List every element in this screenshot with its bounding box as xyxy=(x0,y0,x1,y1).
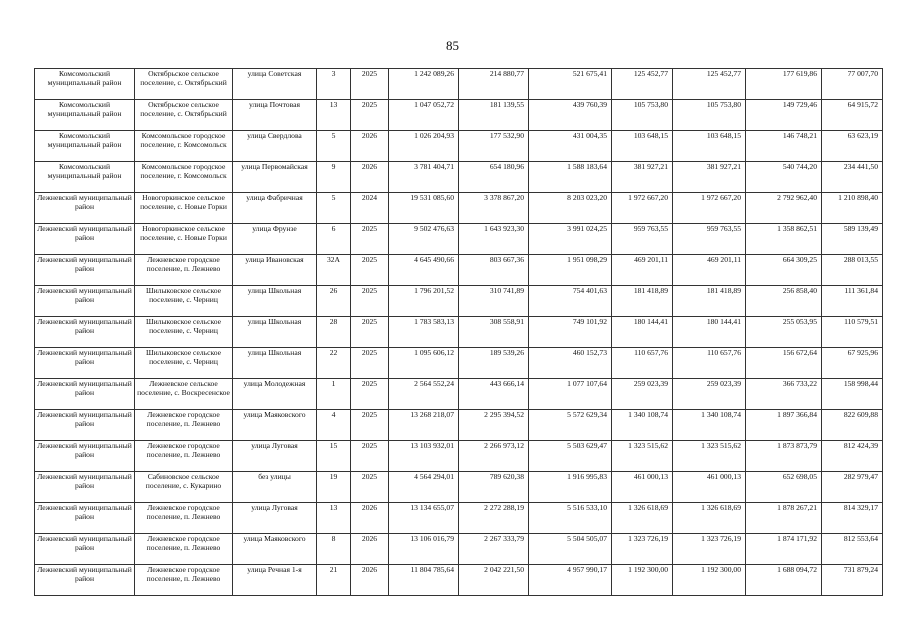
cell-total-cost: 1 796 201,52 xyxy=(389,286,459,317)
cell-year: 2024 xyxy=(351,193,389,224)
cell-settlement: Лежневское сельское поселение, с. Воскресенское xyxy=(135,379,233,410)
cell-fund-share: 308 558,91 xyxy=(459,317,529,348)
cell-owners-share: 180 144,41 xyxy=(673,317,746,348)
cell-street: улица Школьная xyxy=(233,348,317,379)
cell-street: улица Школьная xyxy=(233,317,317,348)
cell-house-number: 26 xyxy=(317,286,351,317)
cell-year: 2026 xyxy=(351,565,389,596)
cell-municipal-share: 180 144,41 xyxy=(612,317,673,348)
cell-total-cost: 3 781 404,71 xyxy=(389,162,459,193)
cell-col-11: 814 329,17 xyxy=(822,503,883,534)
cell-year: 2026 xyxy=(351,534,389,565)
cell-fund-share: 789 620,38 xyxy=(459,472,529,503)
cell-street: без улицы xyxy=(233,472,317,503)
cell-col-10: 652 698,05 xyxy=(746,472,822,503)
cell-house-number: 6 xyxy=(317,224,351,255)
cell-owners-share: 181 418,89 xyxy=(673,286,746,317)
cell-fund-share: 177 532,90 xyxy=(459,131,529,162)
cell-region-share: 4 957 990,17 xyxy=(529,565,612,596)
cell-municipal-share: 381 927,21 xyxy=(612,162,673,193)
cell-col-10: 149 729,46 xyxy=(746,100,822,131)
cell-year: 2025 xyxy=(351,410,389,441)
cell-owners-share: 1 323 726,19 xyxy=(673,534,746,565)
cell-year: 2026 xyxy=(351,503,389,534)
cell-settlement: Новогоркинское сельское поселение, с. Новые Горки xyxy=(135,224,233,255)
cell-col-10: 256 858,40 xyxy=(746,286,822,317)
cell-house-number: 8 xyxy=(317,534,351,565)
data-table xyxy=(34,68,883,596)
cell-total-cost: 1 095 606,12 xyxy=(389,348,459,379)
cell-municipal-share: 105 753,80 xyxy=(612,100,673,131)
cell-total-cost: 13 106 016,79 xyxy=(389,534,459,565)
cell-region-share: 1 951 098,29 xyxy=(529,255,612,286)
cell-settlement: Новогоркинское сельское поселение, с. Новые Горки xyxy=(135,193,233,224)
cell-municipal-share: 1 323 726,19 xyxy=(612,534,673,565)
cell-owners-share: 110 657,76 xyxy=(673,348,746,379)
cell-fund-share: 181 139,55 xyxy=(459,100,529,131)
cell-total-cost: 1 242 089,26 xyxy=(389,69,459,100)
table-row xyxy=(35,565,883,596)
cell-col-10: 540 744,20 xyxy=(746,162,822,193)
cell-district: Комсомольский муниципальный район xyxy=(35,162,135,193)
cell-fund-share: 1 643 923,30 xyxy=(459,224,529,255)
cell-district: Лежневский муниципальный район xyxy=(35,503,135,534)
cell-total-cost: 9 502 476,63 xyxy=(389,224,459,255)
cell-settlement: Лежневское городское поселение, п. Лежнево xyxy=(135,503,233,534)
cell-col-11: 63 623,19 xyxy=(822,131,883,162)
cell-region-share: 3 991 024,25 xyxy=(529,224,612,255)
cell-col-10: 1 358 862,51 xyxy=(746,224,822,255)
cell-region-share: 8 203 023,20 xyxy=(529,193,612,224)
cell-settlement: Шилыковское сельское поселение, с. Черниц xyxy=(135,317,233,348)
table-row xyxy=(35,379,883,410)
table-row xyxy=(35,503,883,534)
cell-district: Лежневский муниципальный район xyxy=(35,472,135,503)
cell-year: 2026 xyxy=(351,162,389,193)
table-row xyxy=(35,162,883,193)
cell-year: 2025 xyxy=(351,348,389,379)
cell-house-number: 5 xyxy=(317,193,351,224)
cell-owners-share: 103 648,15 xyxy=(673,131,746,162)
cell-total-cost: 19 531 085,60 xyxy=(389,193,459,224)
cell-owners-share: 1 192 300,00 xyxy=(673,565,746,596)
table-row xyxy=(35,131,883,162)
cell-municipal-share: 461 000,13 xyxy=(612,472,673,503)
cell-total-cost: 13 268 218,07 xyxy=(389,410,459,441)
cell-fund-share: 214 880,77 xyxy=(459,69,529,100)
cell-owners-share: 959 763,55 xyxy=(673,224,746,255)
cell-year: 2025 xyxy=(351,441,389,472)
cell-fund-share: 654 180,96 xyxy=(459,162,529,193)
cell-fund-share: 443 666,14 xyxy=(459,379,529,410)
cell-municipal-share: 259 023,39 xyxy=(612,379,673,410)
cell-house-number: 13 xyxy=(317,503,351,534)
cell-region-share: 431 004,35 xyxy=(529,131,612,162)
cell-municipal-share: 1 972 667,20 xyxy=(612,193,673,224)
table-body xyxy=(35,69,883,596)
cell-district: Лежневский муниципальный район xyxy=(35,348,135,379)
cell-fund-share: 2 272 288,19 xyxy=(459,503,529,534)
cell-street: улица Почтовая xyxy=(233,100,317,131)
cell-street: улица Луговая xyxy=(233,441,317,472)
cell-col-10: 2 792 962,40 xyxy=(746,193,822,224)
cell-col-10: 177 619,86 xyxy=(746,69,822,100)
table-row xyxy=(35,441,883,472)
cell-year: 2025 xyxy=(351,224,389,255)
cell-district: Комсомольский муниципальный район xyxy=(35,100,135,131)
cell-col-11: 288 013,55 xyxy=(822,255,883,286)
cell-year: 2025 xyxy=(351,317,389,348)
cell-street: улица Луговая xyxy=(233,503,317,534)
cell-settlement: Октябрьское сельское поселение, с. Октябрьский xyxy=(135,100,233,131)
page-number: 85 xyxy=(446,38,459,53)
table-row xyxy=(35,100,883,131)
table-row xyxy=(35,255,883,286)
cell-street: улица Речная 1-я xyxy=(233,565,317,596)
table-row xyxy=(35,348,883,379)
cell-total-cost: 4 645 490,66 xyxy=(389,255,459,286)
cell-district: Лежневский муниципальный район xyxy=(35,255,135,286)
cell-owners-share: 461 000,13 xyxy=(673,472,746,503)
cell-municipal-share: 181 418,89 xyxy=(612,286,673,317)
cell-street: улица Ивановская xyxy=(233,255,317,286)
cell-year: 2025 xyxy=(351,379,389,410)
cell-region-share: 5 572 629,34 xyxy=(529,410,612,441)
cell-house-number: 28 xyxy=(317,317,351,348)
cell-district: Лежневский муниципальный район xyxy=(35,565,135,596)
cell-municipal-share: 1 326 618,69 xyxy=(612,503,673,534)
cell-total-cost: 1 047 052,72 xyxy=(389,100,459,131)
cell-street: улица Молодежная xyxy=(233,379,317,410)
cell-house-number: 5 xyxy=(317,131,351,162)
cell-col-11: 111 361,84 xyxy=(822,286,883,317)
cell-col-11: 110 579,51 xyxy=(822,317,883,348)
cell-region-share: 749 101,92 xyxy=(529,317,612,348)
cell-region-share: 1 916 995,83 xyxy=(529,472,612,503)
cell-fund-share: 2 295 394,52 xyxy=(459,410,529,441)
cell-settlement: Лежневское городское поселение, п. Лежнево xyxy=(135,255,233,286)
cell-year: 2025 xyxy=(351,472,389,503)
cell-district: Лежневский муниципальный район xyxy=(35,379,135,410)
cell-total-cost: 1 026 204,93 xyxy=(389,131,459,162)
cell-owners-share: 105 753,80 xyxy=(673,100,746,131)
cell-settlement: Сабиновское сельское поселение, с. Кукарино xyxy=(135,472,233,503)
table-row xyxy=(35,69,883,100)
cell-district: Комсомольский муниципальный район xyxy=(35,131,135,162)
cell-settlement: Шилыковское сельское поселение, с. Черниц xyxy=(135,348,233,379)
cell-year: 2026 xyxy=(351,131,389,162)
cell-district: Лежневский муниципальный район xyxy=(35,441,135,472)
cell-owners-share: 381 927,21 xyxy=(673,162,746,193)
cell-col-11: 282 979,47 xyxy=(822,472,883,503)
cell-settlement: Комсомольское городское поселение, г. Комсомольск xyxy=(135,131,233,162)
cell-region-share: 1 077 107,64 xyxy=(529,379,612,410)
cell-fund-share: 310 741,89 xyxy=(459,286,529,317)
cell-owners-share: 125 452,77 xyxy=(673,69,746,100)
cell-total-cost: 13 134 655,07 xyxy=(389,503,459,534)
cell-street: улица Маяковского xyxy=(233,534,317,565)
cell-owners-share: 1 323 515,62 xyxy=(673,441,746,472)
cell-municipal-share: 959 763,55 xyxy=(612,224,673,255)
cell-street: улица Школьная xyxy=(233,286,317,317)
cell-col-11: 67 925,96 xyxy=(822,348,883,379)
table-row xyxy=(35,193,883,224)
cell-col-11: 589 139,49 xyxy=(822,224,883,255)
cell-region-share: 5 516 533,10 xyxy=(529,503,612,534)
cell-col-11: 158 998,44 xyxy=(822,379,883,410)
cell-house-number: 3 xyxy=(317,69,351,100)
cell-fund-share: 3 378 867,20 xyxy=(459,193,529,224)
cell-col-10: 1 874 171,92 xyxy=(746,534,822,565)
cell-district: Лежневский муниципальный район xyxy=(35,286,135,317)
cell-total-cost: 11 804 785,64 xyxy=(389,565,459,596)
cell-municipal-share: 110 657,76 xyxy=(612,348,673,379)
cell-settlement: Комсомольское городское поселение, г. Комсомольск xyxy=(135,162,233,193)
table-row xyxy=(35,410,883,441)
cell-col-10: 664 309,25 xyxy=(746,255,822,286)
cell-col-11: 1 210 898,40 xyxy=(822,193,883,224)
cell-col-11: 731 879,24 xyxy=(822,565,883,596)
cell-region-share: 521 675,41 xyxy=(529,69,612,100)
cell-house-number: 13 xyxy=(317,100,351,131)
cell-municipal-share: 125 452,77 xyxy=(612,69,673,100)
cell-district: Лежневский муниципальный район xyxy=(35,193,135,224)
cell-street: улица Советская xyxy=(233,69,317,100)
cell-region-share: 1 588 183,64 xyxy=(529,162,612,193)
cell-house-number: 19 xyxy=(317,472,351,503)
cell-col-11: 812 424,39 xyxy=(822,441,883,472)
cell-year: 2025 xyxy=(351,69,389,100)
cell-house-number: 21 xyxy=(317,565,351,596)
cell-house-number: 4 xyxy=(317,410,351,441)
cell-settlement: Лежневское городское поселение, п. Лежнево xyxy=(135,410,233,441)
cell-municipal-share: 103 648,15 xyxy=(612,131,673,162)
cell-total-cost: 4 564 294,01 xyxy=(389,472,459,503)
cell-year: 2025 xyxy=(351,286,389,317)
cell-region-share: 754 401,63 xyxy=(529,286,612,317)
cell-col-10: 366 733,22 xyxy=(746,379,822,410)
cell-col-11: 812 553,64 xyxy=(822,534,883,565)
cell-house-number: 15 xyxy=(317,441,351,472)
cell-district: Лежневский муниципальный район xyxy=(35,224,135,255)
cell-settlement: Шилыковское сельское поселение, с. Черниц xyxy=(135,286,233,317)
cell-region-share: 5 503 629,47 xyxy=(529,441,612,472)
cell-fund-share: 2 267 333,79 xyxy=(459,534,529,565)
cell-col-10: 1 897 366,84 xyxy=(746,410,822,441)
cell-municipal-share: 1 192 300,00 xyxy=(612,565,673,596)
cell-owners-share: 1 972 667,20 xyxy=(673,193,746,224)
table-row xyxy=(35,472,883,503)
cell-house-number: 1 xyxy=(317,379,351,410)
cell-col-11: 822 609,88 xyxy=(822,410,883,441)
cell-municipal-share: 1 323 515,62 xyxy=(612,441,673,472)
cell-total-cost: 1 783 583,13 xyxy=(389,317,459,348)
cell-street: улица Свердлова xyxy=(233,131,317,162)
cell-col-11: 234 441,50 xyxy=(822,162,883,193)
cell-region-share: 460 152,73 xyxy=(529,348,612,379)
cell-street: улица Фрунзе xyxy=(233,224,317,255)
cell-district: Комсомольский муниципальный район xyxy=(35,69,135,100)
cell-settlement: Лежневское городское поселение, п. Лежнево xyxy=(135,565,233,596)
cell-col-11: 77 007,70 xyxy=(822,69,883,100)
cell-settlement: Октябрьское сельское поселение, с. Октябрьский xyxy=(135,69,233,100)
table-row xyxy=(35,317,883,348)
cell-street: улица Маяковского xyxy=(233,410,317,441)
cell-district: Лежневский муниципальный район xyxy=(35,534,135,565)
cell-fund-share: 2 266 973,12 xyxy=(459,441,529,472)
cell-house-number: 9 xyxy=(317,162,351,193)
cell-fund-share: 189 539,26 xyxy=(459,348,529,379)
cell-year: 2025 xyxy=(351,255,389,286)
cell-year: 2025 xyxy=(351,100,389,131)
cell-total-cost: 13 103 932,01 xyxy=(389,441,459,472)
cell-house-number: 32А xyxy=(317,255,351,286)
cell-street: улица Первомайская xyxy=(233,162,317,193)
cell-region-share: 439 760,39 xyxy=(529,100,612,131)
cell-district: Лежневский муниципальный район xyxy=(35,410,135,441)
cell-col-10: 255 053,95 xyxy=(746,317,822,348)
cell-street: улица Фабричная xyxy=(233,193,317,224)
cell-fund-share: 2 042 221,50 xyxy=(459,565,529,596)
cell-settlement: Лежневское городское поселение, п. Лежнево xyxy=(135,534,233,565)
table-row xyxy=(35,534,883,565)
cell-house-number: 22 xyxy=(317,348,351,379)
cell-district: Лежневский муниципальный район xyxy=(35,317,135,348)
cell-region-share: 5 504 505,07 xyxy=(529,534,612,565)
cell-total-cost: 2 564 552,24 xyxy=(389,379,459,410)
cell-owners-share: 259 023,39 xyxy=(673,379,746,410)
cell-owners-share: 1 326 618,69 xyxy=(673,503,746,534)
table-row xyxy=(35,224,883,255)
cell-owners-share: 469 201,11 xyxy=(673,255,746,286)
cell-col-10: 1 873 873,79 xyxy=(746,441,822,472)
cell-col-10: 146 748,21 xyxy=(746,131,822,162)
cell-col-10: 1 688 094,72 xyxy=(746,565,822,596)
cell-col-10: 156 672,64 xyxy=(746,348,822,379)
cell-settlement: Лежневское городское поселение, п. Лежнево xyxy=(135,441,233,472)
cell-col-10: 1 878 267,21 xyxy=(746,503,822,534)
cell-owners-share: 1 340 108,74 xyxy=(673,410,746,441)
cell-municipal-share: 469 201,11 xyxy=(612,255,673,286)
cell-fund-share: 803 667,36 xyxy=(459,255,529,286)
table-row xyxy=(35,286,883,317)
cell-municipal-share: 1 340 108,74 xyxy=(612,410,673,441)
cell-col-11: 64 915,72 xyxy=(822,100,883,131)
